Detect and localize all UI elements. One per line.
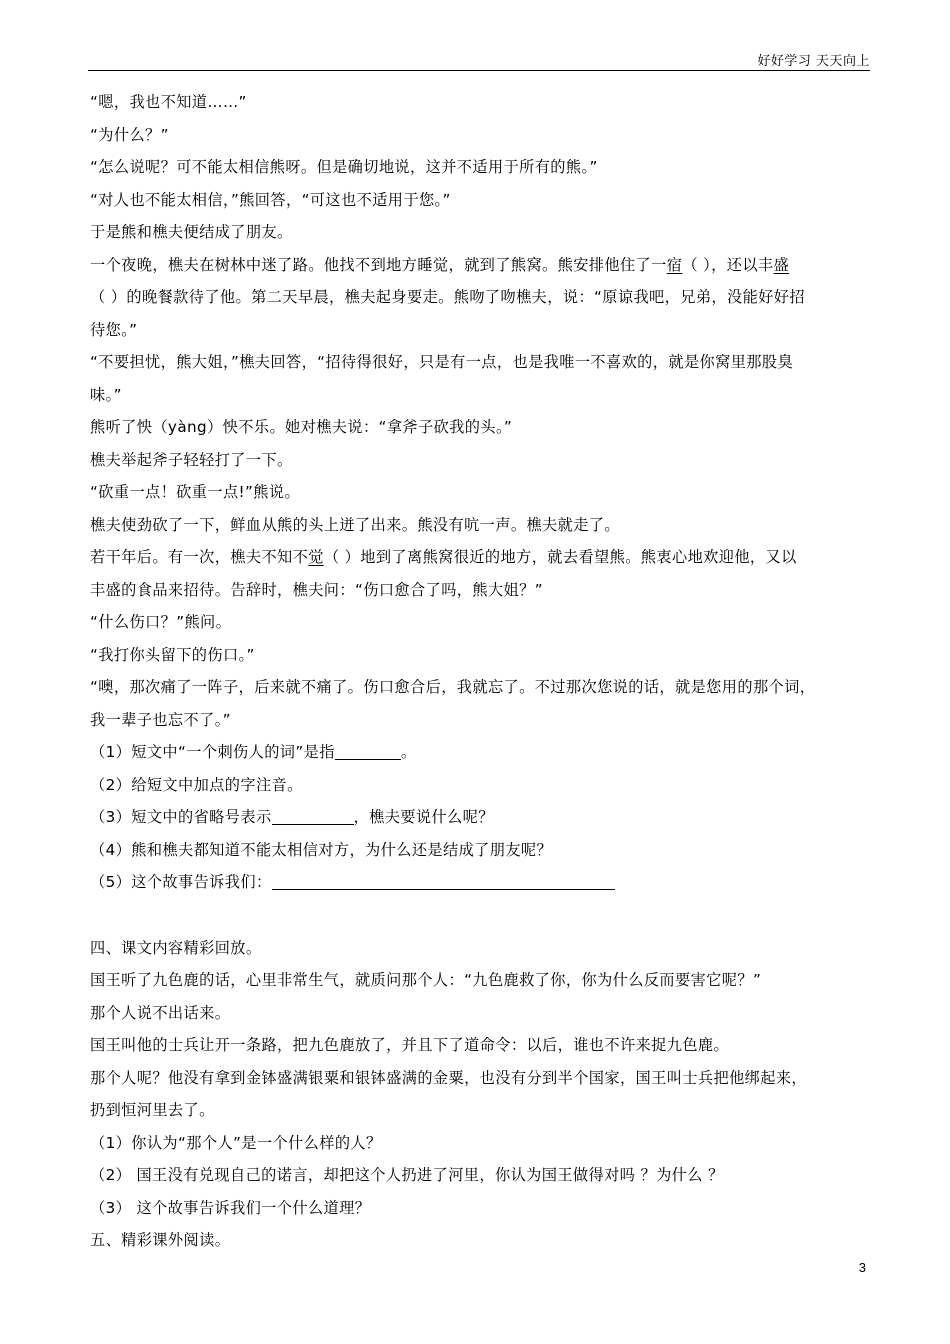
story-line bbox=[90, 541, 880, 574]
text-span: （5）这个故事告诉我们： bbox=[90, 873, 272, 891]
section-5-title: 五、精彩课外阅读。 bbox=[90, 1231, 231, 1249]
section-4-question-2: （2） 国王没有兑现自己的诺言，却把这个人扔进了河里，你认为国王做得对吗 ？为什么 ？ bbox=[90, 1166, 724, 1184]
text-span: 若干年后。有一次，樵夫不知不 bbox=[90, 548, 309, 566]
page-number: 3 bbox=[858, 1260, 866, 1275]
passage-line: 扔到恒河里去了。 bbox=[90, 1101, 215, 1119]
section-4-question-3: （3） 这个故事告诉我们一个什么道理？ bbox=[90, 1198, 371, 1217]
answer-blank[interactable] bbox=[272, 804, 354, 825]
page-header: 好好学习 天天向上 bbox=[757, 54, 870, 69]
text-span: （ ）地到了离熊窝很近的地方，就去看望熊。熊衷心地欢迎他，又以 bbox=[323, 548, 797, 566]
text-span: 一个夜晚，樵夫在树林中迷了路。他找不到地方睡觉，就到了熊窝。熊安排他住了一 bbox=[90, 255, 667, 274]
story-line: 樵夫使劲砍了一下，鲜血从熊的头上迸了出来。熊没有吭一声。樵夫就走了。 bbox=[90, 515, 620, 534]
passage-line: 那个人呢？他没有拿到金钵盛满银粟和银钵盛满的金粟，也没有分到半个国家，国王叫士兵把他绑起来， bbox=[90, 1068, 808, 1087]
dotted-char: 觉 bbox=[308, 548, 324, 566]
question-1 bbox=[90, 736, 880, 769]
story-line: “什么伤口？”熊问。 bbox=[90, 613, 232, 631]
question-5 bbox=[90, 866, 880, 899]
story-line: “为什么？” bbox=[90, 125, 169, 144]
story-line: “嗯，我也不知道……” bbox=[90, 93, 247, 111]
story-line: 樵夫举起斧子轻轻打了一下。 bbox=[90, 450, 293, 469]
passage-line: 国王听了九色鹿的话，心里非常生气，就质问那个人：“九色鹿救了你，你为什么反而要害它呢？” bbox=[90, 971, 762, 989]
story-line: 熊听了怏（yàng）怏不乐。她对樵夫说：“拿斧子砍我的头。” bbox=[90, 418, 513, 436]
text-span: ，樵夫要说什么呢？ bbox=[353, 808, 494, 826]
dotted-char: 宿 bbox=[666, 255, 683, 274]
section-4-title: 四、课文内容精彩回放。 bbox=[90, 938, 262, 957]
answer-blank[interactable] bbox=[335, 739, 401, 760]
story-line: “砍重一点！砍重一点!”熊说。 bbox=[90, 483, 301, 501]
passage-line: 那个人说不出话来。 bbox=[90, 1003, 231, 1022]
story-line: 待您。” bbox=[90, 320, 138, 339]
spacer bbox=[90, 899, 880, 932]
answer-blank[interactable] bbox=[272, 869, 615, 890]
question-3 bbox=[90, 801, 880, 834]
section-4-question-1: （1）你认为“那个人”是一个什么样的人？ bbox=[90, 1133, 382, 1152]
text-span: 。 bbox=[400, 743, 417, 761]
story-line: 我一辈子也忘不了。” bbox=[90, 710, 231, 729]
story-line: “怎么说呢？可不能太相信熊呀。但是确切地说，这并不适用于所有的熊。” bbox=[90, 158, 598, 176]
question-2: （2）给短文中加点的字注音。 bbox=[90, 775, 303, 794]
text-span: （1）短文中“一个刺伤人的词”是指 bbox=[90, 743, 335, 761]
passage-line: 国王叫他的士兵让开一条路，把九色鹿放了，并且下了道命令：以后，谁也不许来捉九色鹿。 bbox=[90, 1036, 730, 1054]
dotted-char: 盛 bbox=[773, 255, 790, 274]
story-line bbox=[90, 249, 880, 282]
story-line: “我打你头留下的伤口。” bbox=[90, 645, 255, 664]
document-body bbox=[90, 86, 880, 1257]
header-divider bbox=[88, 70, 870, 71]
story-line: 味。” bbox=[90, 385, 122, 404]
story-line: “噢，那次痛了一阵子，后来就不痛了。伤口愈合后，我就忘了。不过那次您说的话，就是您用的那个词， bbox=[90, 678, 816, 696]
story-line: “不要担忧，熊大姐，”樵夫回答，“招待得很好，只是有一点，也是我唯一不喜欢的，就是你窝里那股臭 bbox=[90, 353, 794, 371]
story-line: （ ）的晚餐款待了他。第二天早晨，樵夫起身要走。熊吻了吻樵夫，说：“原谅我吧，兄弟，没能好好招 bbox=[90, 288, 805, 306]
story-line: “对人也不能太相信，”熊回答，“可这也不适用于您。” bbox=[90, 190, 451, 209]
question-4: （4）熊和樵夫都知道不能太相信对方，为什么还是结成了朋友呢？ bbox=[90, 840, 553, 859]
text-span: （3）短文中的省略号表示 bbox=[90, 808, 272, 826]
story-line: 丰盛的食品来招待。告辞时，樵夫问：“伤口愈合了吗，熊大姐？” bbox=[90, 580, 543, 599]
text-span: （ ），还以丰 bbox=[682, 255, 774, 274]
story-line: 于是熊和樵夫便结成了朋友。 bbox=[90, 223, 293, 241]
